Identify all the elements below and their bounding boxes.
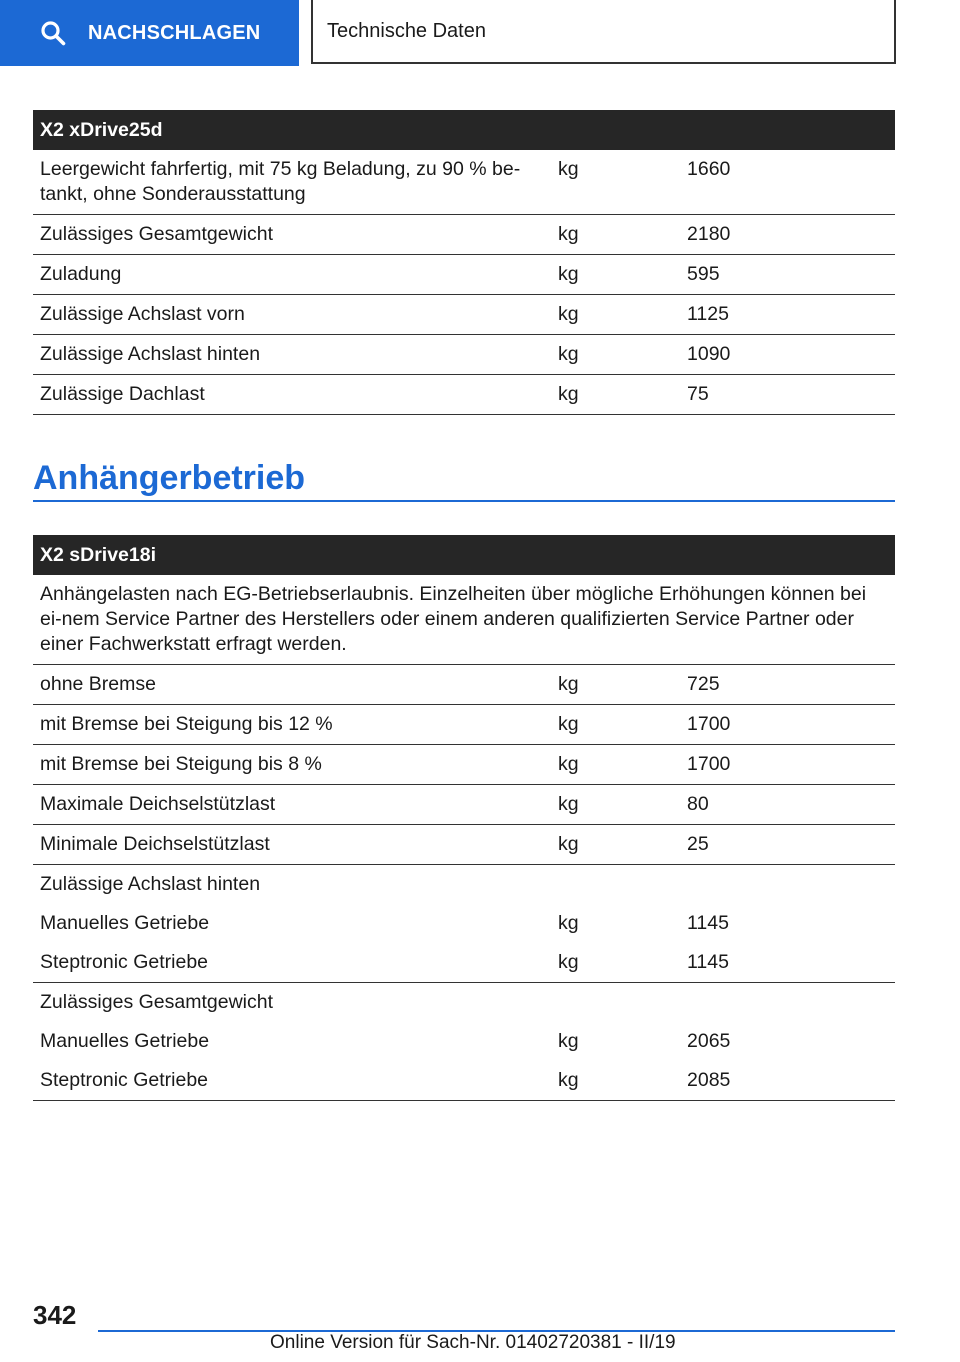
row-unit: kg bbox=[551, 255, 680, 295]
section-heading bbox=[33, 456, 895, 502]
row-unit: kg bbox=[551, 665, 680, 705]
row-value: 595 bbox=[680, 255, 895, 295]
row-label: ohne Bremse bbox=[33, 665, 551, 705]
row-value: 725 bbox=[680, 665, 895, 705]
page-number: 342 bbox=[33, 1300, 77, 1330]
weights-table bbox=[33, 110, 895, 415]
row-label: Maximale Deichselstützlast bbox=[33, 785, 551, 825]
row-value: 1700 bbox=[680, 745, 895, 785]
table-intro-row bbox=[33, 575, 895, 665]
nachschlagen-label: NACHSCHLAGEN bbox=[88, 21, 261, 44]
row-value: 2085 bbox=[680, 1061, 895, 1101]
row-value: 1145 bbox=[687, 912, 729, 934]
table-row bbox=[33, 943, 895, 983]
row-value: 2065 bbox=[687, 1030, 731, 1052]
row-label: Steptronic Getriebe bbox=[33, 943, 551, 983]
page-header bbox=[0, 0, 960, 66]
table-title: X2 sDrive18i bbox=[33, 535, 895, 575]
table-row bbox=[33, 295, 895, 335]
group-title: Zulässiges Gesamtgewicht bbox=[40, 991, 274, 1013]
row-unit: kg bbox=[558, 1030, 579, 1052]
row-value: 80 bbox=[680, 785, 895, 825]
row-label: Zulässige Dachlast bbox=[33, 375, 551, 415]
footer-text: Online Version für Sach-Nr. 01402720381 - II/19 bbox=[270, 1332, 676, 1353]
table-title: X2 xDrive25d bbox=[33, 110, 895, 150]
table-row bbox=[33, 904, 895, 943]
table-row bbox=[33, 215, 895, 255]
row-label: mit Bremse bei Steigung bis 12 % bbox=[33, 705, 551, 745]
row-value: 1700 bbox=[680, 705, 895, 745]
row-unit: kg bbox=[551, 1061, 680, 1101]
row-label: Zuladung bbox=[33, 255, 551, 295]
table-row bbox=[33, 705, 895, 745]
row-unit: kg bbox=[551, 943, 680, 983]
row-unit: kg bbox=[551, 705, 680, 745]
section-heading-text: Anhängerbetrieb bbox=[33, 459, 306, 497]
trailer-table bbox=[33, 535, 895, 1101]
group-title-row bbox=[33, 865, 895, 905]
row-label: Zulässiges Gesamtgewicht bbox=[33, 215, 551, 255]
group-title: Zulässige Achslast hinten bbox=[40, 873, 261, 895]
table-row bbox=[33, 1022, 895, 1061]
row-value: 1660 bbox=[680, 150, 895, 215]
row-label: Zulässige Achslast hinten bbox=[33, 335, 551, 375]
row-unit: kg bbox=[551, 335, 680, 375]
table-row bbox=[33, 150, 895, 215]
row-unit: kg bbox=[551, 215, 680, 255]
table-row bbox=[33, 1061, 895, 1101]
row-value: 1125 bbox=[680, 295, 895, 335]
table-intro: Anhängelasten nach EG-Betriebserlaubnis. Einzelheiten über mögliche Erhöhungen können bei ei-nem Service Partner des Herstellers oder einem anderen qualifizierten Service Partner oder einer Fachwerkstatt erfragt werden. bbox=[33, 575, 895, 665]
row-value: 1090 bbox=[680, 335, 895, 375]
row-value: 75 bbox=[680, 375, 895, 415]
row-unit: kg bbox=[551, 785, 680, 825]
row-value: 1145 bbox=[680, 943, 895, 983]
row-unit: kg bbox=[551, 375, 680, 415]
row-unit: kg bbox=[551, 825, 680, 865]
row-unit: kg bbox=[551, 150, 680, 215]
row-label: mit Bremse bei Steigung bis 8 % bbox=[33, 745, 551, 785]
table-row bbox=[33, 825, 895, 865]
group-title-row bbox=[33, 983, 895, 1023]
row-label: Leergewicht fahrfertig, mit 75 kg Beladung, zu 90 % be-tankt, ohne Sonderausstattung bbox=[33, 150, 551, 215]
table-row bbox=[33, 255, 895, 295]
section-title bbox=[311, 0, 896, 64]
row-label: Minimale Deichselstützlast bbox=[33, 825, 551, 865]
row-value: 25 bbox=[680, 825, 895, 865]
table-row bbox=[33, 375, 895, 415]
row-unit: kg bbox=[551, 295, 680, 335]
section-title-text: Technische Daten bbox=[327, 19, 486, 42]
row-unit: kg bbox=[558, 912, 579, 934]
row-unit: kg bbox=[551, 745, 680, 785]
row-label: Manuelles Getriebe bbox=[40, 912, 210, 934]
row-label: Zulässige Achslast vorn bbox=[33, 295, 551, 335]
nachschlagen-button[interactable] bbox=[0, 0, 299, 66]
row-label: Steptronic Getriebe bbox=[33, 1061, 551, 1101]
table-row bbox=[33, 665, 895, 705]
table-row bbox=[33, 785, 895, 825]
row-label: Manuelles Getriebe bbox=[40, 1030, 210, 1052]
table-row bbox=[33, 335, 895, 375]
row-value: 2180 bbox=[680, 215, 895, 255]
table-row bbox=[33, 745, 895, 785]
search-icon bbox=[40, 20, 66, 46]
